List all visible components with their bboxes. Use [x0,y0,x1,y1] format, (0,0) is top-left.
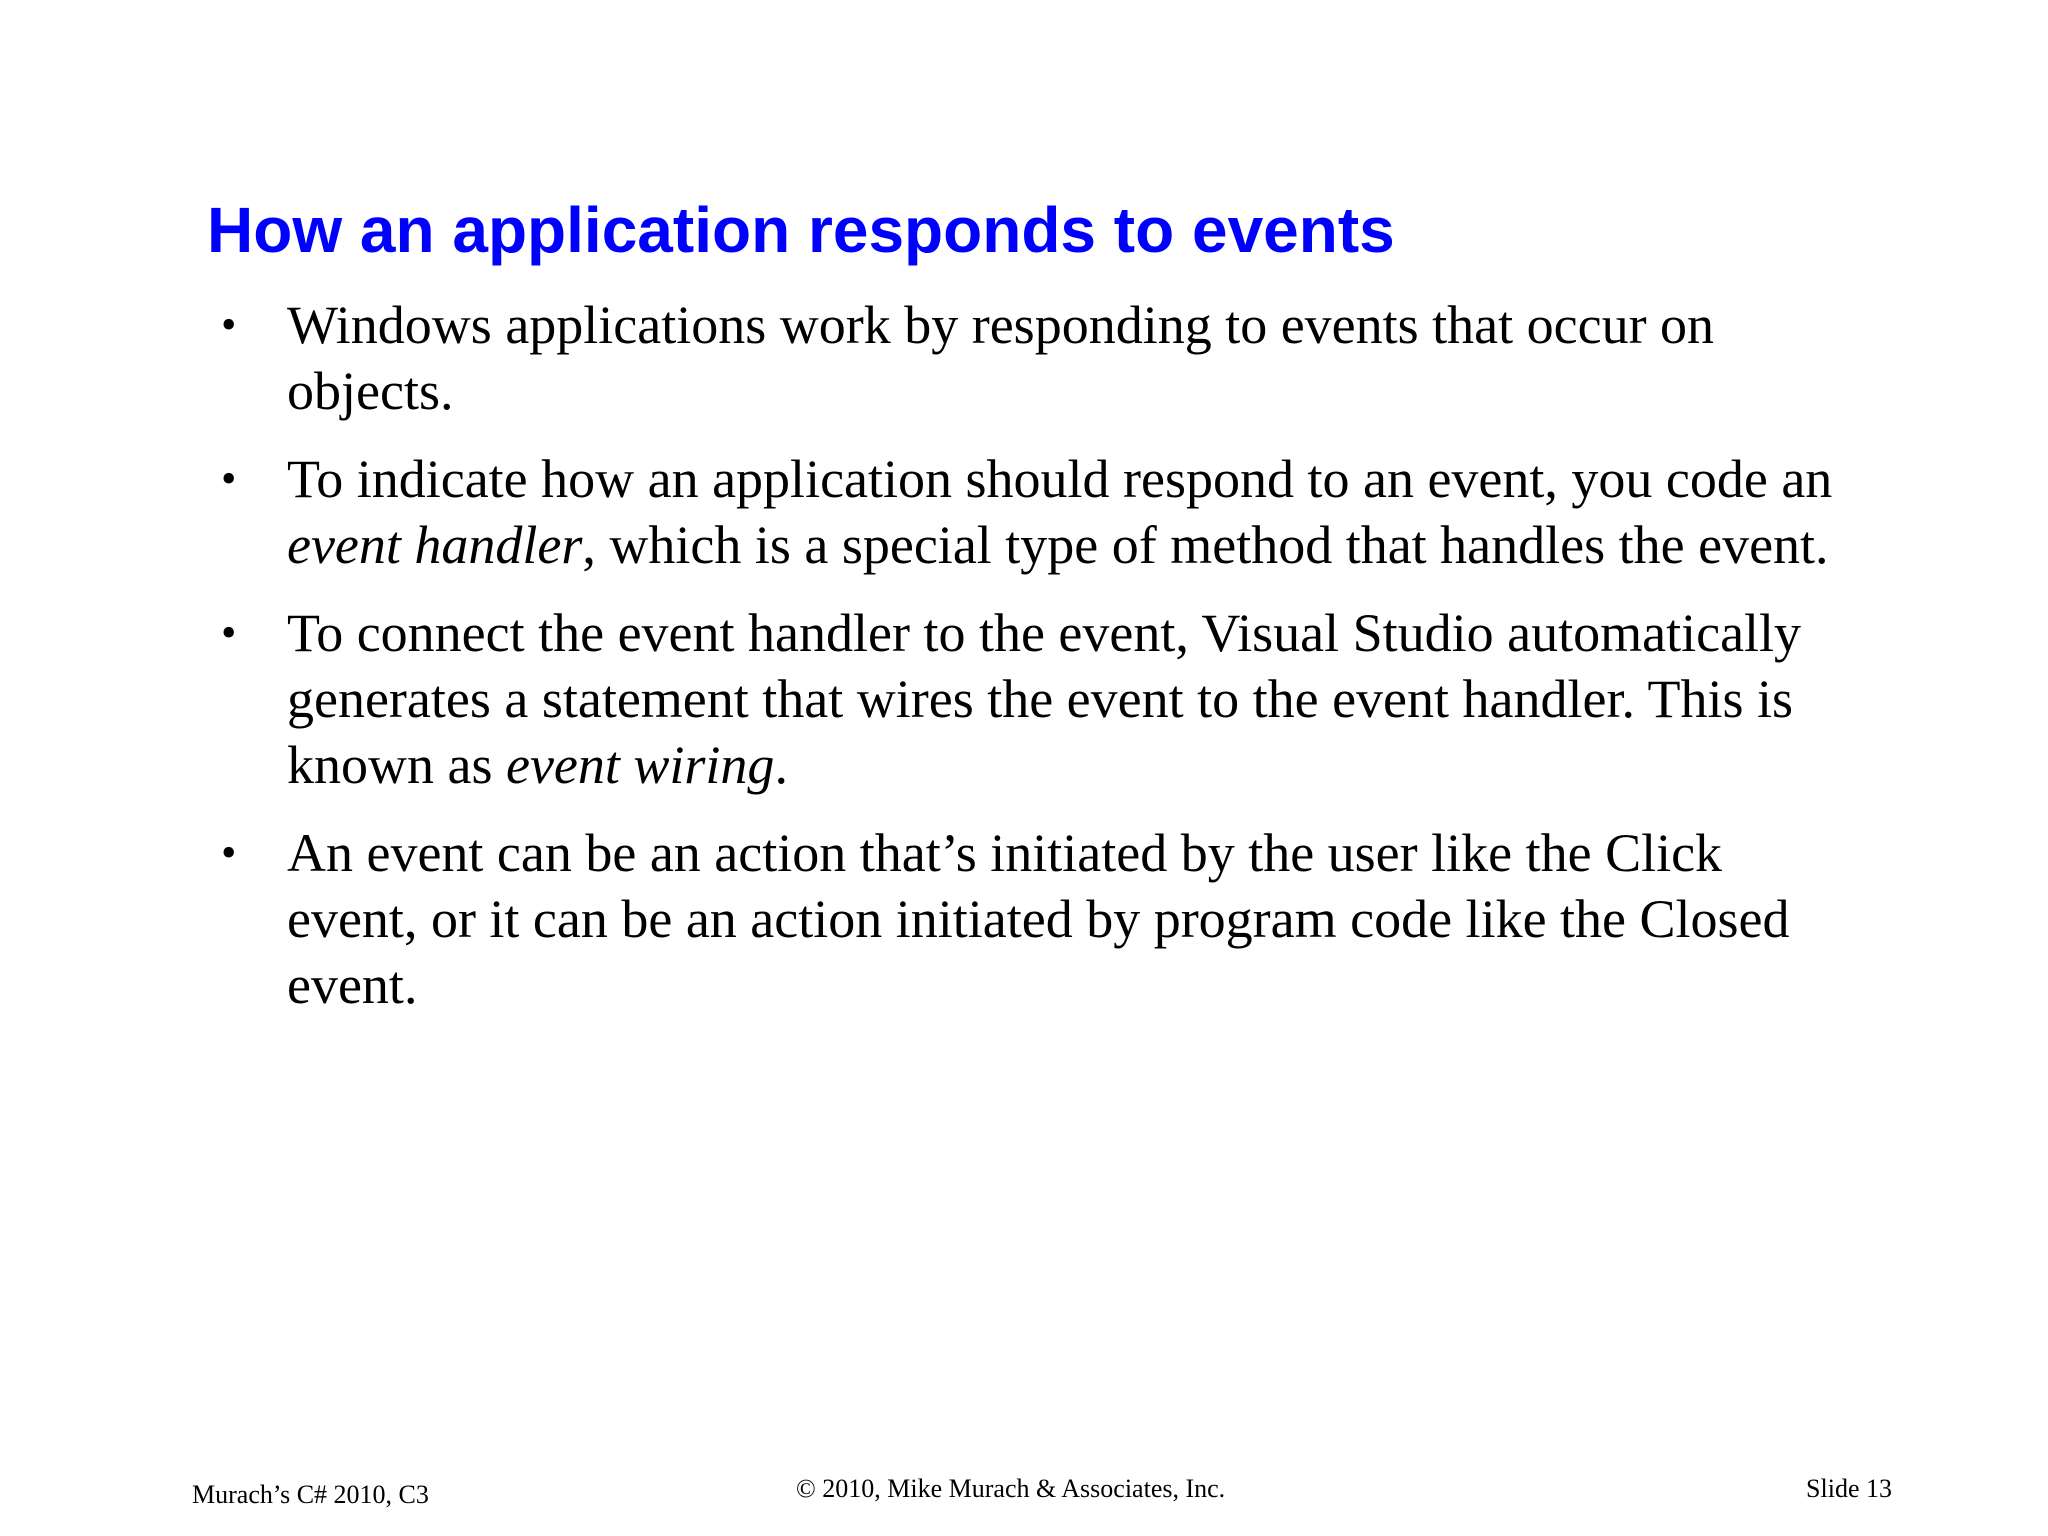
bullet-text: To indicate how an application should respond to an event, you code an event handler, which is a special type of method that handles the event. [287,449,1833,575]
bullet-item [207,292,1847,424]
bullet-dot-icon: • [221,608,237,657]
bullet-dot-icon: • [221,300,237,349]
slide-title: How an application responds to events [207,194,1395,266]
term-event-handler: event handler [287,515,583,575]
bullet-text: To connect the event handler to the event, Visual Studio automatically generates a statement that wires the event to the event handler. This is known as event wiring. [287,603,1802,795]
footer-copyright: © 2010, Mike Murach & Associates, Inc. [796,1474,1226,1503]
term-event-wiring: event wiring [505,735,775,795]
bullet-list [207,292,1847,1040]
bullet-item [207,446,1847,578]
footer-slide-number: Slide 13 [1806,1474,1892,1503]
footer-book-title: Murach’s C# 2010, C3 [192,1480,429,1509]
bullet-text: An event can be an action that’s initiated by the user like the Click event, or it can be an action initiated by program code like the Closed event. [287,823,1790,1015]
bullet-text: Windows applications work by responding to events that occur on objects. [287,295,1715,421]
bullet-item [207,820,1847,1018]
bullet-dot-icon: • [221,454,237,503]
bullet-item [207,600,1847,798]
bullet-dot-icon: • [221,828,237,877]
